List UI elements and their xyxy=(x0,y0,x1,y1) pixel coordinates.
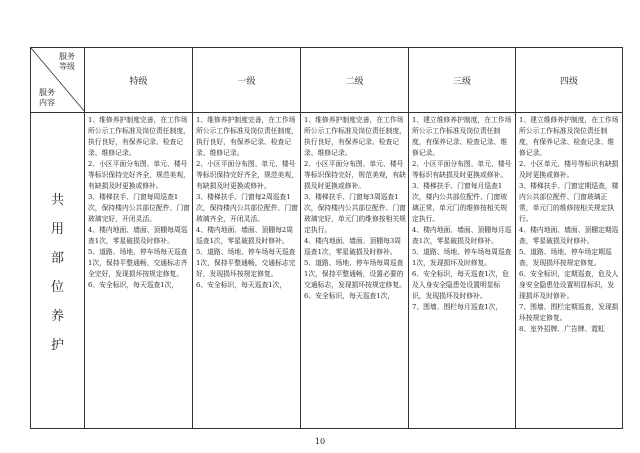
corner-top-label: 服务 等级 xyxy=(59,52,75,71)
list-item: 2、小区平面分布图、单元、楼号等标识保持完好齐全，规范美观，有缺损及时更换或修补。 xyxy=(196,160,298,190)
list-item: 6、安全标识，每天巡查1次， xyxy=(196,281,287,289)
list-item: 4、楼内地面、墙面、顶棚每月巡查1次，零星破损及时修补。 xyxy=(412,226,512,245)
list-item: 5、道路、场地、停车场定期巡查，发现损坏按规定修复。 xyxy=(519,248,612,267)
level-header-2: 二级 xyxy=(301,48,409,113)
list-item: 3、楼梯扶手、门窗每月巡查1次，楼内公共部位配件、门窗玻璃正常，单元门的维修按相关规定执行。 xyxy=(412,182,508,223)
level-header-special: 特级 xyxy=(85,48,193,113)
list-item: 8、室外招牌、广告牌、霓虹 xyxy=(519,325,605,333)
list-item: 3、楼梯扶手、门窗定期巡查，楼内公共部位配件、门窗玻璃正常，单元门的维修按相关规定执行。 xyxy=(519,182,619,223)
list-item: 6、安全标识，定期巡查，危及人身安全隐患处设置明显标识，发现损坏及时修补。 xyxy=(519,270,619,300)
list-item: 5、道路、场地、停车场每周巡查1次，发现损坏及时修复。 xyxy=(412,248,512,267)
list-item: 4、楼内地面、墙面、顶棚定期巡查，零星破损及时修补。 xyxy=(519,226,619,245)
level-header-4: 四级 xyxy=(516,48,623,113)
row-label-char: 用 xyxy=(50,221,64,237)
list-item: 2、小区平面分布图、单元、楼号等标识保持完好，规范美观，有缺损及时更换或修补。 xyxy=(304,160,406,190)
list-item: 7、围墙、围栏每月巡查1次， xyxy=(412,303,503,311)
list-item: 6、安全标识，每天巡查1次， xyxy=(304,292,395,300)
cell-level-1 xyxy=(193,113,301,429)
list-item: 4、楼内地面、墙面、顶棚每3周巡查1次，零星破损及时修补。 xyxy=(304,237,402,256)
cell-level-3 xyxy=(409,113,516,429)
level-header-3: 三级 xyxy=(409,48,516,113)
list-item: 2、小区平面分布图、单元、楼号等标识保持完好齐全，规范美观，有缺损及时更换或修补。 xyxy=(88,160,190,190)
cell-level-2 xyxy=(301,113,409,429)
list-item: 3、楼梯扶手、门窗每周巡查1次，保持楼内公共部位配件、门窗玻璃完好，开闭灵活。 xyxy=(88,193,190,223)
header-row xyxy=(31,48,623,113)
list-item: 5、道路、场地、停车场每天巡查1次，保持平整通畅，交通标志完好，发现损坏按规定修复。 xyxy=(196,248,296,278)
list-item: 3、楼梯扶手、门窗每2周巡查1次，保持楼内公共部位配件、门窗玻璃齐全，开闭灵活。 xyxy=(196,193,298,223)
list-item: 2、小区平面分布图、单元、楼号等标识有缺损及时更换或修补。 xyxy=(412,160,512,179)
corner-bottom-label: 服务 内容 xyxy=(39,88,55,107)
row-label-char: 养 xyxy=(50,308,64,324)
row-label-char: 共 xyxy=(50,192,64,208)
list-item: 1、建立维修养护制度，在工作场所公示工作标准及岗位责任制度，有保养记录、检查记录、维修记录。 xyxy=(412,116,512,157)
cell-level-4 xyxy=(516,113,623,429)
list-item: 1、维修养护制度完善，在工作场所公示工作标准及岗位责任制度，执行良好，有保养记录、检查记录、维修记录。 xyxy=(88,116,190,157)
list-item: 7、围墙、围栏定期巡查，发现损坏按规定修复。 xyxy=(519,303,619,322)
list-item: 2、小区单元、楼号等标识有缺损及时更换或修补。 xyxy=(519,160,619,179)
list-item: 6、安全标识，每天巡查1次，危及人身安全隐患处设置明显标识，发现损坏及时修补。 xyxy=(412,270,510,300)
list-item: 4、楼内地面、墙面、顶棚每周巡查1次，零星破损及时修补。 xyxy=(88,226,188,245)
list-item: 3、楼梯扶手、门窗每3周巡查1次，保持楼内公共部位配件、门窗玻璃完好，单元门的维修按相关规定执行。 xyxy=(304,193,406,234)
list-item: 6、安全标识，每天巡查1次， xyxy=(88,281,179,289)
row-label-char: 部 xyxy=(50,250,64,266)
service-standard-table xyxy=(30,47,623,429)
row-label-char: 护 xyxy=(50,337,64,353)
row-label-char: 位 xyxy=(50,279,64,295)
row-label xyxy=(31,113,85,429)
list-item: 1、维修养护制度完善，在工作场所公示工作标准及岗位责任制度，执行良好，有保养记录、检查记录、维修记录。 xyxy=(196,116,298,157)
list-item: 5、道路、场地、停车场每周巡查1次，保持平整通畅，设置必要的交通标志，发现损坏按规定修复。 xyxy=(304,259,406,289)
cell-special xyxy=(85,113,193,429)
list-item: 4、楼内地面、墙面、顶棚每2周巡查1次，零星破损及时修补。 xyxy=(196,226,294,245)
list-item: 5、道路、场地、停车场每天巡查1次，保持平整通畅，交通标志齐全完好，发现损坏按规定修复。 xyxy=(88,248,188,278)
list-item: 1、建立维修养护制度，在工作场所公示工作标准及岗位责任制度，有保养记录、检查记录、维修记录。 xyxy=(519,116,619,157)
corner-header xyxy=(31,48,85,113)
table-row xyxy=(31,113,623,429)
level-header-1: 一级 xyxy=(193,48,301,113)
list-item: 1、维修养护制度完善，在工作场所公示工作标准及岗位责任制度，执行良好，有保养记录、检查记录、维修记录。 xyxy=(304,116,406,157)
page-number: 10 xyxy=(314,437,326,446)
